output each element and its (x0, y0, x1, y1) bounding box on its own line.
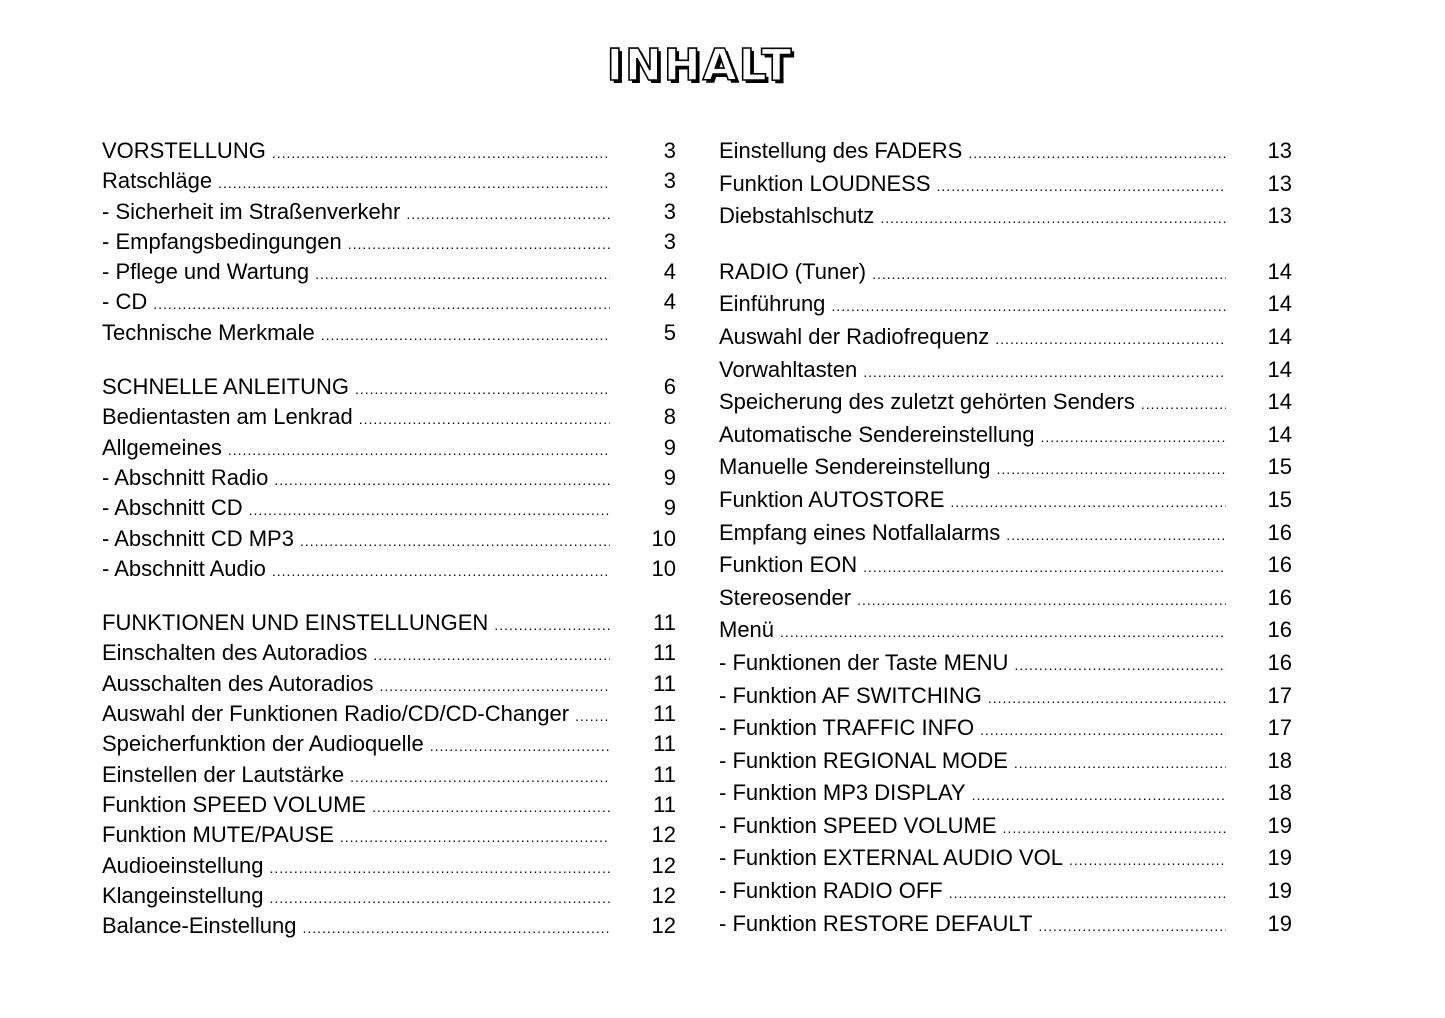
toc-entry-page-number: 19 (1267, 812, 1292, 838)
dot-leader (355, 382, 610, 396)
toc-entry-page-number: 17 (1267, 682, 1292, 708)
toc-entry[interactable] (719, 910, 1292, 946)
toc-entry-label: Speicherung des zuletzt gehörten Senders (719, 389, 1135, 415)
toc-entry-page-number: 11 (653, 610, 676, 636)
toc-section (102, 376, 676, 588)
toc-entry[interactable] (102, 852, 676, 885)
toc-entry-label: - Funktion RESTORE DEFAULT (719, 910, 1033, 936)
dot-leader (1141, 397, 1226, 411)
toc-entry[interactable] (719, 140, 1292, 173)
toc-entry-label: - Pflege und Wartung (102, 259, 310, 285)
toc-entry-page-number: 14 (1267, 258, 1292, 284)
toc-entry-label: - Funktion AF SWITCHING (719, 682, 982, 708)
toc-entry-label: Funktion LOUDNESS (719, 170, 931, 196)
dot-leader (315, 267, 610, 281)
toc-entry[interactable] (719, 519, 1292, 555)
toc-entry-page-number: 11 (653, 791, 676, 817)
dot-leader (321, 328, 610, 342)
toc-entry-label: - Funktion REGIONAL MODE (719, 747, 1008, 773)
toc-entry-label: - Sicherheit im Straßenverkehr (102, 198, 401, 224)
toc-entry[interactable] (719, 619, 1292, 652)
toc-entry[interactable] (719, 717, 1292, 750)
toc-entry[interactable] (102, 733, 676, 763)
toc-entry-page-number: 9 (663, 434, 676, 460)
dot-leader (995, 332, 1226, 346)
dot-leader (359, 412, 610, 426)
dot-leader (937, 179, 1226, 193)
dot-leader (880, 211, 1226, 225)
dot-leader (1006, 528, 1226, 542)
toc-entry-label: Ratschläge (102, 168, 213, 194)
dot-leader (274, 473, 610, 487)
toc-entry-label: Ausschalten des Autoradios (102, 670, 374, 696)
dot-leader (302, 921, 610, 935)
toc-entry[interactable] (719, 205, 1292, 238)
dot-leader (831, 299, 1226, 313)
toc-entry[interactable] (102, 261, 676, 291)
toc-entry[interactable] (102, 406, 676, 436)
toc-entry-label: Balance-Einstellung (102, 913, 297, 939)
toc-entry[interactable] (102, 670, 676, 703)
toc-entry[interactable] (102, 703, 676, 733)
dot-leader (1038, 919, 1226, 933)
toc-entry-label: Funktion AUTOSTORE (719, 486, 945, 512)
toc-entry-page-number: 16 (1267, 552, 1292, 578)
toc-entry-page-number: 16 (1267, 519, 1292, 545)
toc-entry-label: Automatische Sendereinstellung (719, 421, 1035, 447)
toc-entry[interactable] (719, 456, 1292, 489)
toc-section (719, 258, 1292, 945)
toc-entry-label: Empfang eines Notfallalarms (719, 519, 1001, 545)
dot-leader (406, 207, 610, 221)
toc-entry-page-number: 13 (1267, 138, 1292, 163)
dot-leader (348, 237, 610, 251)
dot-leader (575, 709, 610, 723)
toc-entry-label: - Funktion EXTERNAL AUDIO VOL (719, 845, 1063, 871)
dot-leader (228, 443, 610, 457)
dot-leader (373, 648, 610, 662)
toc-entry[interactable] (102, 642, 676, 672)
toc-entry-page-number: 12 (651, 913, 676, 939)
dot-leader (863, 365, 1226, 379)
toc-entry[interactable] (719, 782, 1292, 815)
toc-entry-page-number: 19 (1267, 845, 1292, 871)
toc-entry-label: Einführung (719, 291, 826, 317)
toc-entry-page-number: 3 (663, 138, 676, 163)
toc-entry[interactable] (719, 258, 1292, 294)
toc-entry-label: Einstellen der Lautstärke (102, 761, 345, 787)
dot-leader (968, 146, 1226, 160)
toc-entry-label: Auswahl der Radiofrequenz (719, 323, 990, 349)
dot-leader (380, 679, 610, 693)
toc-entry[interactable] (719, 649, 1292, 685)
toc-entry[interactable] (102, 525, 676, 558)
dot-leader (997, 462, 1226, 476)
dot-leader (988, 691, 1226, 705)
toc-entry-label: - Funktion RADIO OFF (719, 878, 943, 904)
toc-entry-label: Audioeinstellung (102, 852, 264, 878)
dot-leader (494, 618, 610, 632)
dot-leader (218, 176, 610, 190)
toc-entry-page-number: 10 (651, 525, 676, 551)
dot-leader (780, 625, 1226, 639)
toc-entry-page-number: 11 (653, 701, 676, 727)
toc-entry-page-number: 11 (653, 731, 676, 757)
dot-leader (863, 560, 1226, 574)
dot-leader (1003, 821, 1226, 835)
dot-leader (272, 146, 610, 160)
dot-leader (269, 891, 610, 905)
toc-entry[interactable] (719, 293, 1292, 326)
toc-entry-label: - Funktion MP3 DISPLAY (719, 780, 966, 806)
toc-entry-page-number: 13 (1267, 170, 1292, 196)
toc-entry[interactable] (719, 812, 1292, 848)
dot-leader (972, 788, 1226, 802)
toc-entry-page-number: 8 (663, 404, 676, 430)
toc-right-column (719, 140, 1292, 968)
toc-entry-label: - Abschnitt Radio (102, 464, 269, 490)
toc-entry-page-number: 12 (651, 822, 676, 848)
toc-entry-page-number: 9 (663, 495, 676, 521)
toc-entry-label: Einschalten des Autoradios (102, 640, 368, 666)
toc-entry[interactable] (102, 612, 676, 642)
dot-leader (272, 564, 610, 578)
toc-entry-label: - Funktion SPEED VOLUME (719, 812, 997, 838)
toc-entry-label: Vorwahltasten (719, 356, 858, 382)
toc-entry[interactable] (719, 880, 1292, 913)
toc-entry-page-number: 4 (663, 259, 676, 285)
dot-leader (249, 503, 610, 517)
toc-entry-label: Funktion SPEED VOLUME (102, 791, 367, 817)
toc-entry[interactable] (102, 319, 676, 352)
toc-left-column (102, 140, 676, 969)
toc-entry-page-number: 16 (1267, 649, 1292, 675)
toc-entry[interactable] (102, 140, 676, 170)
toc-entry-page-number: 5 (663, 319, 676, 345)
toc-entry-label: Funktion EON (719, 552, 858, 578)
toc-entry-label: - Abschnitt CD MP3 (102, 525, 294, 551)
toc-entry-label: Klangeinstellung (102, 882, 264, 908)
toc-entry-page-number: 15 (1267, 486, 1292, 512)
toc-entry-label: Menü (719, 617, 775, 643)
dot-leader (857, 593, 1226, 607)
dot-leader (372, 800, 610, 814)
toc-entry-label: RADIO (Tuner) (719, 258, 867, 284)
toc-entry-page-number: 12 (651, 852, 676, 878)
toc-entry-label: Manuelle Sendereinstellung (719, 454, 991, 480)
dot-leader (1014, 756, 1226, 770)
dot-leader (300, 534, 610, 548)
dot-leader (949, 886, 1226, 900)
toc-entry-label: - CD (102, 289, 148, 315)
toc-entry[interactable] (102, 464, 676, 497)
toc-entry-label: Allgemeines (102, 434, 222, 460)
toc-entry-page-number: 19 (1267, 910, 1292, 936)
toc-entry[interactable] (719, 747, 1292, 783)
toc-entry-page-number: 3 (663, 198, 676, 224)
toc-entry-page-number: 14 (1267, 389, 1292, 415)
toc-entry-label: Speicherfunktion der Audioquelle (102, 731, 424, 757)
toc-entry-page-number: 14 (1267, 291, 1292, 317)
toc-entry[interactable] (102, 228, 676, 261)
toc-entry-label: VORSTELLUNG (102, 138, 266, 163)
toc-entry[interactable] (102, 376, 676, 406)
toc-entry[interactable] (719, 584, 1292, 620)
toc-entry-page-number: 13 (1267, 203, 1292, 229)
toc-section (102, 612, 676, 945)
toc-entry-label: Technische Merkmale (102, 319, 315, 345)
toc-entry-page-number: 9 (663, 464, 676, 490)
dot-leader (430, 739, 610, 753)
dot-leader (950, 495, 1226, 509)
toc-entry[interactable] (102, 291, 676, 321)
toc-entry-page-number: 12 (651, 882, 676, 908)
toc-entry[interactable] (102, 555, 676, 588)
toc-entry[interactable] (102, 915, 676, 945)
dot-leader (1041, 430, 1226, 444)
toc-entry-page-number: 3 (663, 168, 676, 194)
dot-leader (872, 267, 1226, 281)
toc-section (719, 140, 1292, 238)
toc-section (102, 140, 676, 352)
dot-leader (340, 830, 610, 844)
dot-leader (350, 770, 610, 784)
toc-entry[interactable] (719, 682, 1292, 718)
toc-entry[interactable] (719, 847, 1292, 880)
dot-leader (980, 723, 1226, 737)
toc-entry[interactable] (719, 391, 1292, 424)
toc-entry-label: - Abschnitt Audio (102, 555, 266, 581)
toc-entry-page-number: 11 (653, 761, 676, 787)
toc-entry[interactable] (719, 486, 1292, 522)
toc-entry-page-number: 16 (1267, 584, 1292, 610)
dot-leader (153, 297, 610, 311)
toc-entry[interactable] (102, 824, 676, 854)
toc-entry-page-number: 15 (1267, 454, 1292, 480)
toc-entry[interactable] (102, 434, 676, 467)
toc-entry-page-number: 6 (663, 374, 676, 400)
toc-entry-page-number: 16 (1267, 617, 1292, 643)
toc-entry-label: - Funktion TRAFFIC INFO (719, 715, 975, 741)
page-title: INHALT (606, 40, 794, 91)
toc-entry-page-number: 14 (1267, 421, 1292, 447)
toc-entry-page-number: 17 (1267, 715, 1292, 741)
toc-entry[interactable] (102, 497, 676, 527)
toc-entry-page-number: 18 (1267, 747, 1292, 773)
toc-entry-label: Stereosender (719, 584, 852, 610)
toc-entry-page-number: 18 (1267, 780, 1292, 806)
toc-entry-label: Funktion MUTE/PAUSE (102, 822, 334, 848)
toc-entry-label: - Funktionen der Taste MENU (719, 649, 1009, 675)
toc-entry-page-number: 19 (1267, 878, 1292, 904)
toc-entry-label: FUNKTIONEN UND EINSTELLUNGEN (102, 610, 489, 636)
toc-entry-page-number: 4 (663, 289, 676, 315)
toc-entry[interactable] (102, 882, 676, 915)
toc-entry-label: Auswahl der Funktionen Radio/CD/CD-Changer (102, 701, 570, 727)
toc-entry[interactable] (719, 554, 1292, 587)
toc-entry-label: Einstellung des FADERS (719, 138, 963, 163)
toc-entry-label: SCHNELLE ANLEITUNG (102, 374, 349, 400)
toc-entry[interactable] (102, 761, 676, 794)
toc-entry-page-number: 10 (651, 555, 676, 581)
toc-entry-page-number: 11 (653, 670, 676, 696)
toc-entry[interactable] (719, 356, 1292, 392)
toc-entry[interactable] (719, 421, 1292, 457)
toc-entry-page-number: 3 (663, 228, 676, 254)
toc-entry-page-number: 14 (1267, 323, 1292, 349)
toc-entry-page-number: 14 (1267, 356, 1292, 382)
dot-leader (1014, 658, 1226, 672)
toc-entry[interactable] (719, 170, 1292, 206)
toc-entry-label: - Empfangsbedingungen (102, 228, 342, 254)
dot-leader (1069, 853, 1226, 867)
toc-entry[interactable] (102, 170, 676, 200)
toc-entry-page-number: 11 (653, 640, 676, 666)
toc-entry-label: - Abschnitt CD (102, 495, 243, 521)
toc-entry[interactable] (719, 323, 1292, 359)
toc-entry-label: Bedientasten am Lenkrad (102, 404, 353, 430)
dot-leader (269, 861, 610, 875)
toc-entry[interactable] (102, 198, 676, 231)
toc-entry[interactable] (102, 791, 676, 824)
toc-entry-label: Diebstahlschutz (719, 203, 875, 229)
